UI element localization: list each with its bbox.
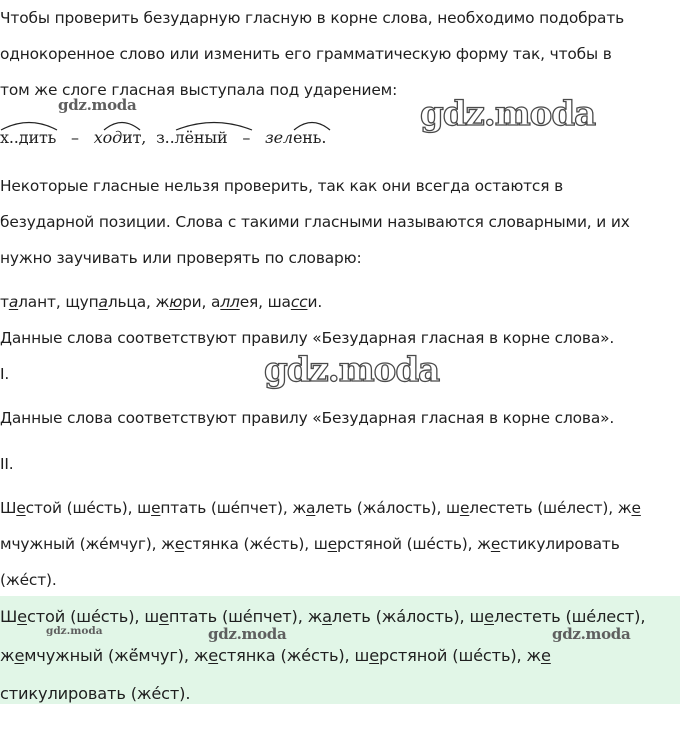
answer-vowel: е: [490, 535, 501, 553]
word-alleya-letters: лл: [220, 293, 240, 311]
root-arc-3: [175, 118, 255, 132]
example-dash-2: –: [242, 128, 251, 147]
dictionary-line-1: Некоторые гласные нельзя проверить, так как они всегда остаются в: [0, 177, 564, 195]
section-label-1: I.: [0, 365, 10, 383]
dictionary-line-2: безударной позиции. Слова с такими гласными называются словарными, и их: [0, 213, 630, 231]
example-dash-1: –: [71, 128, 79, 147]
dictionary-words: [0, 293, 322, 311]
word-alleya-1: а: [211, 293, 221, 311]
intro-line-1: Чтобы проверить безударную гласную в корне слова, необходимо подобрать: [0, 9, 625, 27]
answer-vowel: е: [16, 499, 26, 517]
example-word-3-ending: ый: [204, 128, 228, 147]
watermark-logo: gdz.moda: [264, 350, 440, 390]
answer-text: Ш: [0, 499, 17, 517]
watermark-logo: gdz.moda: [208, 625, 287, 643]
example-word-2-root: ход: [93, 128, 123, 147]
word-talant-2: лант,: [18, 293, 66, 311]
example-word-3-root: з..лён: [156, 128, 205, 147]
answer-vowel: е: [17, 607, 27, 626]
answer-text: стой (ше́сть), ш: [26, 607, 160, 626]
root-arc-4: [293, 118, 333, 132]
intro-line-2: однокоренное слово или изменить его грамматическую форму так, чтобы в: [0, 45, 612, 63]
root-arc-1: [0, 118, 60, 132]
word-zhyuri-1: ж: [155, 293, 170, 311]
rule-line-2: Данные слова соответствуют правилу «Безударная гласная в корне слова».: [0, 409, 615, 427]
answer-vowel: е: [459, 499, 470, 517]
answer-text: Ш: [0, 607, 18, 626]
answer-text: стикулировать: [500, 535, 620, 553]
word-shassi-letters: сс: [290, 293, 308, 311]
answer-text: мчужный (же́мчуг), ж: [0, 535, 175, 553]
answer-text: птать (ше́пчет), ж: [168, 607, 323, 626]
answer-text: ж: [0, 646, 15, 665]
answer-vowel: е: [151, 499, 161, 517]
watermark-logo: gdz.moda: [552, 625, 631, 643]
word-shassi-1: ша: [267, 293, 291, 311]
watermark-logo: gdz.moda: [420, 94, 596, 134]
answer-1-line-3: (же́ст).: [0, 571, 57, 589]
example-word-4-ending: ень.: [292, 128, 327, 147]
example-word-1-ending: ть: [38, 128, 57, 147]
answer-2-line-2: [0, 646, 551, 665]
answer-text: стянка (же́сть), ш: [184, 535, 328, 553]
answer-text: стянка (же́сть), ш: [218, 646, 370, 665]
word-alleya-2: ея,: [239, 293, 268, 311]
word-shchupaltsa-2: льца,: [107, 293, 156, 311]
answer-text: стой (ше́сть), ш: [25, 499, 152, 517]
answer-1-line-2: [0, 535, 620, 553]
word-talant-1: т: [0, 293, 9, 311]
answer-vowel: а: [322, 607, 332, 626]
watermark-logo: gdz.moda: [58, 96, 137, 114]
word-zhyuri-vowel: ю: [169, 293, 183, 311]
example-word-4-root: зел: [265, 128, 293, 147]
rule-line-1: Данные слова соответствуют правилу «Безударная гласная в корне слова».: [0, 329, 615, 347]
answer-vowel: е: [540, 646, 551, 665]
answer-vowel: е: [631, 499, 641, 517]
dictionary-line-3: нужно заучивать или проверять по словарю:: [0, 249, 362, 267]
answer-text: птать (ше́пчет), ж: [160, 499, 307, 517]
answer-vowel: е: [484, 607, 494, 626]
answer-vowel: а: [306, 499, 316, 517]
example-word-1-root: х..ди: [0, 128, 39, 147]
answer-text: лестеть (ше́лест), ж: [469, 499, 632, 517]
example-word-2-ending: ит,: [122, 128, 147, 147]
answer-text: леть (жа́лость), ш: [331, 607, 485, 626]
answer-text: рстяной (ше́сть), ж: [379, 646, 541, 665]
answer-text: леть (жа́лость), ш: [315, 499, 460, 517]
answer-2-line-3: стикулировать (же́ст).: [0, 684, 191, 703]
answer-text: мчужный (жё́мчуг), ж: [24, 646, 209, 665]
word-shchupaltsa-1: щуп: [65, 293, 99, 311]
answer-1-line-1: [0, 499, 641, 517]
section-label-2: II.: [0, 455, 14, 473]
word-shchupaltsa-vowel: а: [98, 293, 108, 311]
intro-line-3: том же слоге гласная выступала под ударением:: [0, 81, 398, 99]
answer-text: рстяной (ше́сть), ж: [337, 535, 491, 553]
answer-vowel: е: [174, 535, 185, 553]
answer-text: лестеть (ше́лест),: [493, 607, 646, 626]
answer-vowel: е: [208, 646, 219, 665]
watermark-logo: gdz.moda: [46, 625, 103, 637]
word-shassi-2: и.: [307, 293, 323, 311]
word-zhyuri-2: ри,: [182, 293, 212, 311]
root-arc-2: [103, 118, 143, 132]
answer-vowel: е: [14, 646, 25, 665]
answer-vowel: е: [159, 607, 169, 626]
answer-vowel: е: [369, 646, 379, 665]
answer-vowel: е: [327, 535, 338, 553]
answer-2-line-1: [0, 607, 645, 626]
word-talant-vowel: а: [8, 293, 19, 311]
